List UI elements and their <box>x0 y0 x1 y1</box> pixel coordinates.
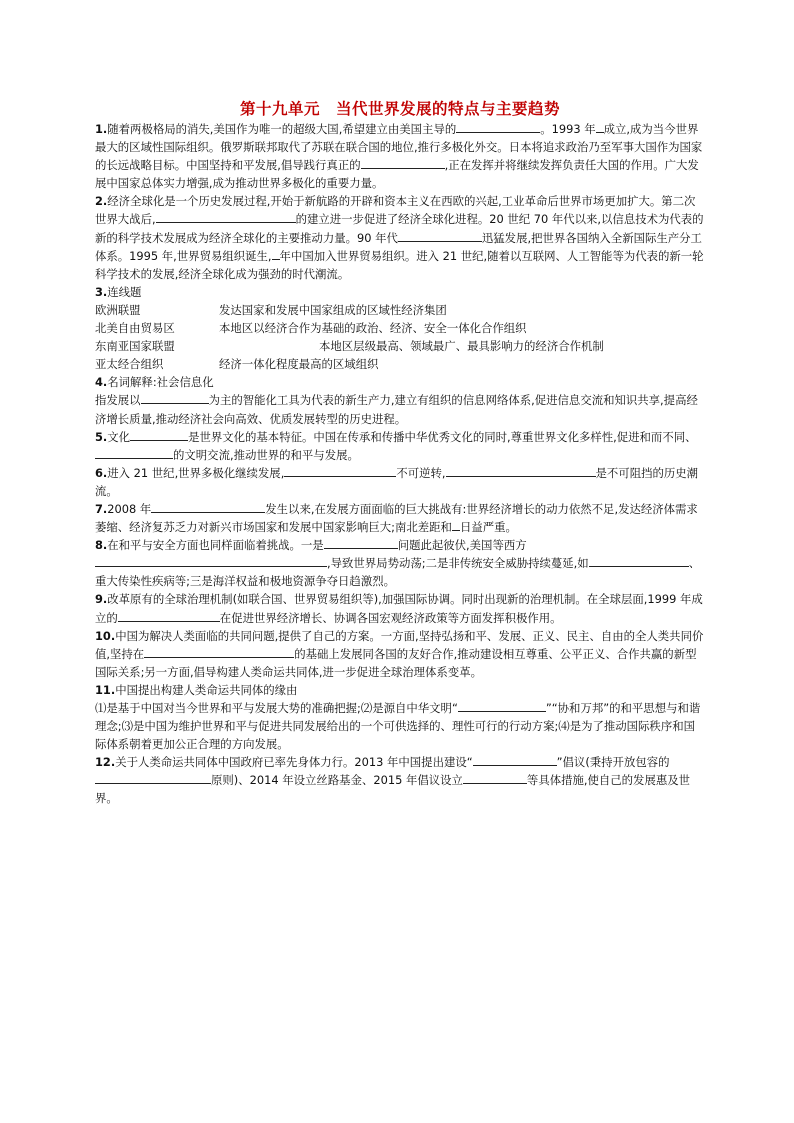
question-number: 12. <box>95 755 116 770</box>
question-12: 12.关于人类命运共同体中国政府已率先身体力行。2013 年中国提出建设“ ”倡议(秉持开放包容的原则)、2014 年设立丝路基金、2015 年倡议设立 等具体措施,使自己的发展惠及世界。 <box>95 755 691 806</box>
answer-blank[interactable] <box>95 446 173 459</box>
question-number: 5. <box>95 429 108 444</box>
answer-blank[interactable] <box>473 753 557 766</box>
answer-blank[interactable] <box>589 554 689 567</box>
matching-right-item[interactable]: 经济一体化程度最高的区域组织 <box>219 357 379 372</box>
answer-blank[interactable] <box>144 645 294 658</box>
question-1: 1.随着两极格局的消失,美国作为唯一的超级大国,希望建立由美国主导的 。1993 年 成立,成为当今世界最大的区域性国际组织。俄罗斯联邦取代了苏联在联合国的地位,推行多极化外交。日本将追求政治乃至军事大国作为国家的长远战略目标。中国坚持和平发展,倡导践行真正的 ,正在发挥并将继续发挥负责任大国的作用。广大发展中国家总体实力增强,成为推动世界多极化的重要力量。 <box>95 122 703 191</box>
question-8: 8.在和平与安全方面也同样面临着挑战。一是 问题此起彼伏,美国等西方,导致世界局势动荡;二是非传统安全威胁持续蔓延,如 、重大传染性疾病等;三是海洋权益和极地资源争夺日趋激烈。 <box>95 538 701 589</box>
question-4: 4.名词解释:社会信息化 <box>95 375 214 390</box>
matching-right-item[interactable]: 发达国家和发展中国家组成的区域性经济集团 <box>219 302 447 317</box>
question-number: 7. <box>95 501 108 516</box>
answer-blank[interactable] <box>596 120 604 133</box>
question-number: 11. <box>95 682 116 697</box>
question-number: 8. <box>95 538 108 553</box>
matching-row <box>95 355 705 373</box>
answer-blank[interactable] <box>456 120 540 133</box>
matching-right-item[interactable]: 本地区层级最高、领域最广、最具影响力的经济合作机制 <box>319 339 604 354</box>
question-number: 3. <box>95 284 108 299</box>
question-5: 5.文化 是世界文化的基本特征。中国在传承和传播中华优秀文化的同时,尊重世界文化多样性,促进和而不同、的文明交流,推动世界的和平与发展。 <box>95 429 697 462</box>
question-3: 3.连线题 <box>95 284 142 299</box>
question-number: 1. <box>95 122 108 136</box>
answer-blank[interactable] <box>272 247 280 260</box>
matching-left-item[interactable]: 东南亚国家联盟 <box>95 339 175 354</box>
answer-blank[interactable] <box>141 391 209 404</box>
question-number: 4. <box>95 375 108 390</box>
answer-blank[interactable] <box>156 210 296 223</box>
matching-right-item[interactable]: 本地区以经济合作为基础的政治、经济、安全一体化合作组织 <box>219 321 527 336</box>
answer-blank[interactable] <box>324 536 398 549</box>
answer-blank[interactable] <box>95 554 327 567</box>
question-number: 6. <box>95 465 108 480</box>
question-11: 11.中国提出构建人类命运共同体的缘由 <box>95 682 298 697</box>
question-2: 2.经济全球化是一个历史发展过程,开始于新航路的开辟和资本主义在西欧的兴起,工业革命后世界市场更加扩大。第二次世界大战后, 的建立进一步促进了经济全球化进程。20 世纪 70 年代以来,以信息技术为代表的新的科学技术发展成为经济全球化的主要推动力量。90 年代 迅猛发展,把世界各国纳入全新国际生产分工体系。1995 年,世界贸易组织诞生, 年中国加入世界贸易组织。进入 21 世纪,随着以互联网、人工智能等为代表的新一轮科学技术的发展,经济全球化成为强劲的时代潮流。 <box>95 194 704 281</box>
matching-left-item[interactable]: 亚太经合组织 <box>95 357 164 372</box>
question-6: 6.进入 21 世纪,世界多极化继续发展, 不可逆转, 是不可阻挡的历史潮流。 <box>95 465 699 498</box>
matching-row <box>95 301 705 319</box>
answer-blank[interactable] <box>361 156 445 169</box>
answer-blank[interactable] <box>118 609 220 622</box>
question-number: 2. <box>95 194 108 209</box>
question-number: 9. <box>95 592 108 607</box>
matching-left-item[interactable]: 北美自由贸易区 <box>95 321 175 336</box>
question-7: 7.2008 年 发生以来,在发展方面面临的巨大挑战有:世界经济增长的动力依然不足,发达经济体需求萎缩、经济复苏乏力对新兴市场国家和发展中国家影响巨大;南北差距和 日益严重。 <box>95 501 698 535</box>
answer-blank[interactable] <box>130 428 188 441</box>
question-4-body: 指发展以 为主的智能化工具为代表的新生产力,建立有组织的信息网络体系,促进信息交流和知识共享,提高经济增长质量,推动经济社会向高效、优质发展转型的历史进程。 <box>95 393 698 426</box>
question-11-body: ⑴是基于中国对当今世界和平与发展大势的准确把握;⑵是源自中华文明“ ”“协和万邦”的和平思想与和谐理念;⑶是中国为维护世界和平与促进共同发展给出的一个可供选择的、理性可行的行动方案;⑷是为了推动国际秩序和国际体系朝着更加公正合理的方向发展。 <box>95 701 701 752</box>
answer-blank[interactable] <box>284 464 396 477</box>
answer-blank[interactable] <box>398 229 482 242</box>
answer-blank[interactable] <box>458 699 546 712</box>
matching-left-item[interactable]: 欧洲联盟 <box>95 302 141 317</box>
document-body <box>95 120 705 808</box>
matching-row <box>95 337 705 355</box>
question-10: 10.中国为解决人类面临的共同问题,提供了自己的方案。一方面,坚持弘扬和平、发展、正义、民主、自由的全人类共同价值,坚持在 的基础上发展同各国的友好合作,推动建设相互尊重、公平正义、合作共赢的新型国际关系;另一方面,倡导构建人类命运共同体,进一步促进全球治理体系变革。 <box>95 628 704 679</box>
answer-blank[interactable] <box>452 518 460 531</box>
question-9: 9.改革原有的全球治理机制(如联合国、世界贸易组织等),加强国际协调。同时出现新的治理机制。在全球层面,1999 年成立的 在促进世界经济增长、协调各国宏观经济政策等方面发挥积极作用。 <box>95 592 703 625</box>
question-number: 10. <box>95 628 116 643</box>
answer-blank[interactable] <box>446 464 596 477</box>
answer-blank[interactable] <box>95 771 211 784</box>
answer-blank[interactable] <box>463 771 527 784</box>
matching-row <box>95 319 705 337</box>
answer-blank[interactable] <box>151 500 265 513</box>
page-title: 第十九单元 当代世界发展的特点与主要趋势 <box>239 99 560 118</box>
